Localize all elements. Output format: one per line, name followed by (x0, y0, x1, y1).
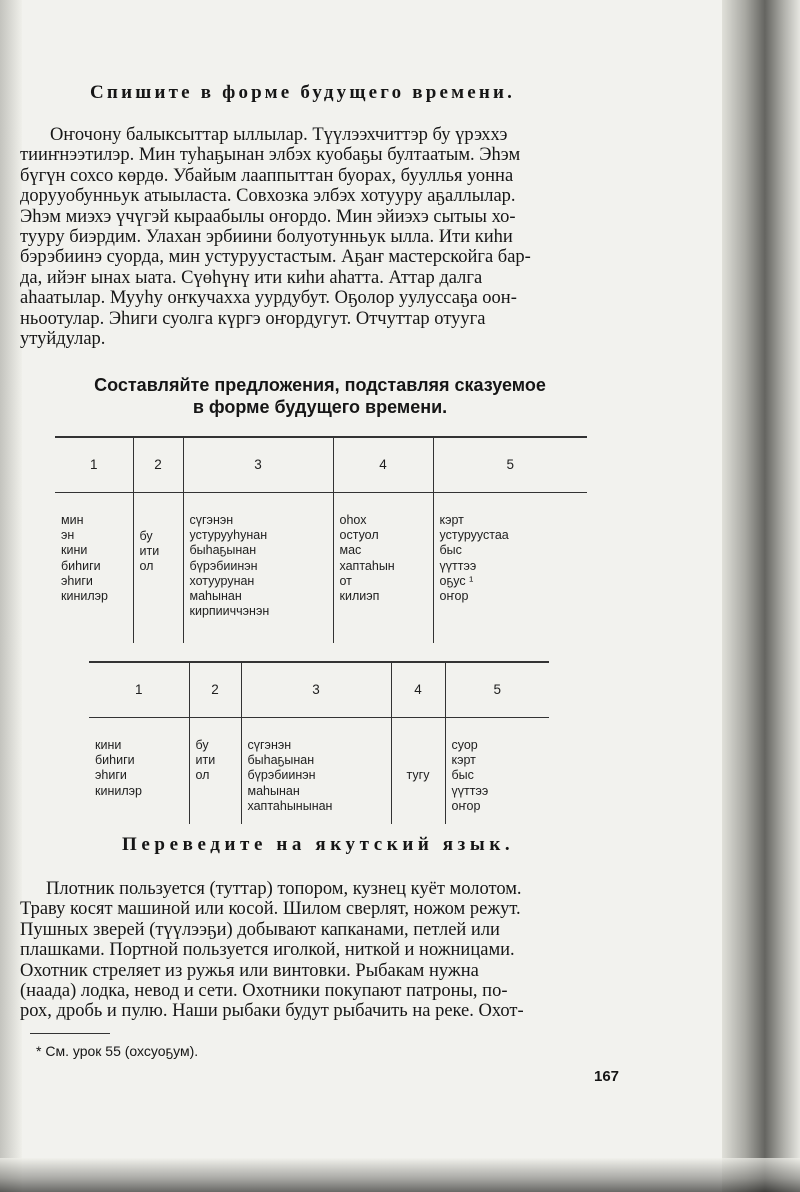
page-edge-left (0, 0, 22, 1192)
word: хотуурунан (189, 573, 255, 588)
section1-title: Спишите в форме будущего времени. (90, 82, 516, 103)
paragraph-line: плашками. Портной пользуется иголкой, ниткой и ножницами. (20, 940, 515, 961)
word: быс (439, 543, 462, 558)
word: кинилэр (61, 589, 108, 604)
word: быс (451, 768, 474, 783)
table2-body-row (89, 718, 549, 825)
table2-header: 3 (241, 663, 391, 718)
word: кини (95, 738, 122, 752)
table1-header-row (55, 438, 587, 493)
table1-body-row (55, 493, 587, 643)
word: бүрэбиинэн (189, 558, 258, 573)
table1-header: 4 (333, 438, 433, 493)
word: үүттээ (451, 783, 489, 798)
word: хаптаһын (339, 558, 395, 573)
word: бу (195, 738, 209, 752)
word: бүрэбиинэн (247, 768, 316, 783)
word: хаптаһынынан (247, 798, 333, 813)
table1-col1 (55, 493, 133, 643)
word: биһиги (61, 558, 101, 573)
table1-header: 1 (55, 438, 133, 493)
section3-title: Переведите на якутский язык. (122, 834, 515, 855)
paragraph-line: тииҥнээтилэр. Мин туһаҕынан элбэх куобаҕы бултаатым. Эһэм (20, 145, 521, 166)
word: оҥор (451, 798, 481, 813)
word: эһиги (95, 768, 127, 783)
section2-title-line2: в форме будущего времени. (192, 397, 448, 417)
word: оһох (339, 513, 367, 527)
word: маһынан (247, 783, 300, 798)
table2-col4 (391, 718, 445, 825)
paragraph-line: бэрэбиинэ суорда, мин устуруустастым. Аҕаҥ мастерскойга бар- (20, 247, 531, 268)
word: ол (139, 559, 154, 574)
table1-header: 2 (133, 438, 183, 493)
section2-title-line1: Составляйте предложения, подставляя сказуемое (94, 375, 546, 395)
paragraph-line: Пушных зверей (түүлээҕи) добывают капканами, петлей или (20, 919, 500, 940)
paragraph-line: Охотник стреляет из ружья или винтовки. Рыбакам нужна (20, 960, 479, 981)
footnote-rule (30, 1033, 110, 1034)
word: оҥор (439, 589, 469, 604)
word: биһиги (95, 753, 135, 768)
word: маһынан (189, 589, 242, 604)
table2-col1 (89, 718, 189, 825)
word: килиэп (339, 589, 380, 604)
table1-col5 (433, 493, 587, 643)
word: мин (61, 513, 84, 527)
table1-header: 5 (433, 438, 587, 493)
paragraph-line: да, ийэҥ ынах ыата. Сүөһүнү ити киһи аһатта. Аттар далга (20, 267, 483, 288)
word: сүгэнэн (189, 513, 234, 527)
word: ити (195, 753, 216, 768)
table2 (89, 663, 549, 824)
table2-header-row (89, 663, 549, 718)
table1-col3 (183, 493, 333, 643)
table1-col2 (133, 493, 183, 643)
paragraph-line: ньоотулар. Эһиги суолга күргэ оҥордугут. Отчуттар отууга (20, 308, 486, 329)
word: үүттээ (439, 558, 477, 573)
word: эн (61, 528, 75, 543)
paragraph-line: рох, дробь и пулю. Наши рыбаки будут рыбачить на реке. Охот- (20, 1001, 524, 1022)
word: кинилэр (95, 783, 142, 798)
word: оҕус ¹ (439, 573, 474, 588)
table1 (55, 438, 587, 643)
section3-paragraph (20, 879, 625, 1022)
table2-col3 (241, 718, 391, 825)
paragraph-line: тууру биэрдим. Улахан эрбиини болуотунньук ылла. Ити киһи (20, 227, 513, 248)
page-number: 167 (594, 1068, 620, 1085)
page-edge-right (722, 0, 800, 1192)
section1-paragraph (20, 125, 625, 349)
paragraph-line: Оҥочону балыксыттар ыллылар. Түүлээхчиттэр бу үрэххэ (50, 125, 508, 145)
word: эһиги (61, 573, 93, 588)
word: от (339, 573, 352, 588)
word: мас (339, 543, 362, 558)
paragraph-line: Эһэм миэхэ үчүгэй кыраабылы оҥордо. Мин эйиэхэ сытыы хо- (20, 206, 516, 227)
footnote: * См. урок 55 (охсуоҕум). (36, 1043, 199, 1059)
table2-header: 1 (89, 663, 189, 718)
table1-col4 (333, 493, 433, 643)
word: устуруустаа (439, 528, 509, 543)
paragraph-line: Плотник пользуется (туттар) топором, кузнец куёт молотом. (46, 879, 522, 899)
word: устурууһунан (189, 528, 268, 543)
paragraph-line: Траву косят машиной или косой. Шилом сверлят, ножом режут. (20, 899, 521, 920)
paragraph-line: (наада) лодка, невод и сети. Охотники покупают патроны, по- (20, 981, 508, 1002)
word: суор (451, 738, 478, 752)
paragraph-line: аһаатылар. Мууһу оҥкучахха уурдубут. Оҕолор уулуссаҕа оон- (20, 288, 517, 309)
word: быһаҕынан (189, 543, 257, 558)
word: тугу (406, 768, 430, 782)
table2-col5 (445, 718, 549, 825)
paragraph-line: дорууобунньук атыыласта. Совхозка элбэх хотууру аҕаллылар. (20, 186, 516, 207)
word: кэрт (439, 513, 464, 527)
word: кини (61, 543, 88, 558)
word: быһаҕынан (247, 753, 315, 768)
section2-title (60, 374, 580, 418)
word: бу (139, 529, 153, 543)
table2-col2 (189, 718, 241, 825)
word: ол (195, 768, 210, 783)
word: кирпииччэнэн (189, 604, 270, 619)
paragraph-line: бүгүн сохсо көрдө. Убайым лааппыттан буорах, бууллья уонна (20, 165, 514, 186)
table2-header: 4 (391, 663, 445, 718)
word: остуол (339, 528, 379, 543)
table2-header: 5 (445, 663, 549, 718)
table1-header: 3 (183, 438, 333, 493)
paragraph-line: утуйдулар. (20, 329, 106, 350)
word: ити (139, 544, 160, 559)
table2-header: 2 (189, 663, 241, 718)
word: кэрт (451, 753, 476, 768)
word: сүгэнэн (247, 738, 292, 752)
page-edge-bottom (0, 1158, 800, 1192)
